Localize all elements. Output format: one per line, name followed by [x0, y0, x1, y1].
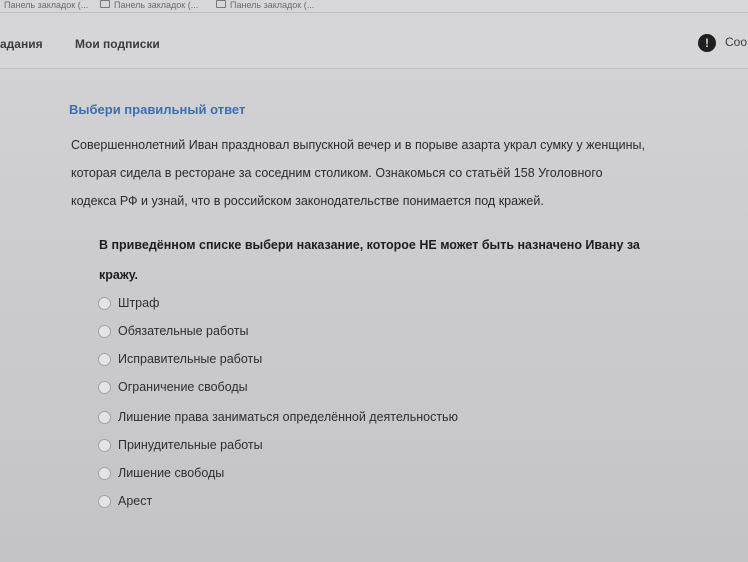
task-text-line: Совершеннолетний Иван праздновал выпускной вечер и в порыве азарта украл сумку у женщины, [71, 138, 645, 152]
alert-icon[interactable]: ! [698, 34, 716, 52]
nav-subscriptions[interactable]: Мои подписки [75, 37, 160, 51]
bookmark-2[interactable] [100, 0, 198, 10]
answer-option-label: Штраф [118, 296, 160, 310]
radio-button[interactable] [98, 439, 111, 452]
answer-option-label: Ограничение свободы [118, 380, 248, 394]
question-line: кражу. [99, 268, 139, 282]
folder-icon [216, 0, 226, 8]
answer-option[interactable] [98, 408, 458, 426]
radio-button[interactable] [98, 297, 111, 310]
task-text-line: которая сидела в ресторане за соседним столиком. Ознакомься со статьёй 158 Уголовного [71, 166, 603, 180]
bookmark-label: Панель закладок (... [114, 0, 199, 10]
answer-option[interactable] [98, 492, 152, 510]
bookmark-3[interactable] [216, 0, 314, 10]
top-nav [0, 13, 748, 69]
radio-button[interactable] [98, 411, 111, 424]
task-title: Выбери правильный ответ [69, 102, 246, 117]
answer-option[interactable] [98, 294, 159, 312]
radio-button[interactable] [98, 353, 111, 366]
answer-option-label: Исправительные работы [118, 352, 263, 366]
radio-button[interactable] [98, 495, 111, 508]
folder-icon [100, 0, 110, 8]
bookmark-label: Панель закладок (... [4, 0, 89, 10]
answer-option-label: Арест [118, 494, 153, 508]
nav-tasks[interactable]: адания [0, 37, 43, 51]
answer-option-label: Лишение права заниматься определённой деятельностью [118, 410, 458, 424]
answer-option[interactable] [98, 350, 262, 368]
answer-option[interactable] [98, 436, 263, 454]
radio-button[interactable] [98, 381, 111, 394]
bookmark-1[interactable] [4, 0, 88, 10]
answer-option[interactable] [98, 464, 224, 482]
bookmarks-bar [0, 0, 748, 13]
answer-option[interactable] [98, 322, 248, 340]
question-line: В приведённом списке выбери наказание, которое НЕ может быть назначено Ивану за [99, 238, 640, 252]
task-text-line: кодекса РФ и узнай, что в российском законодательстве понимается под кражей. [71, 194, 544, 208]
answer-option-label: Обязательные работы [118, 324, 249, 338]
alert-label[interactable]: Coo [725, 35, 748, 49]
answer-option-label: Принудительные работы [118, 438, 263, 452]
radio-button[interactable] [98, 325, 111, 338]
answer-option-label: Лишение свободы [118, 466, 225, 480]
answer-option[interactable] [98, 378, 248, 396]
bookmark-label: Панель закладок (... [230, 0, 315, 10]
radio-button[interactable] [98, 467, 111, 480]
